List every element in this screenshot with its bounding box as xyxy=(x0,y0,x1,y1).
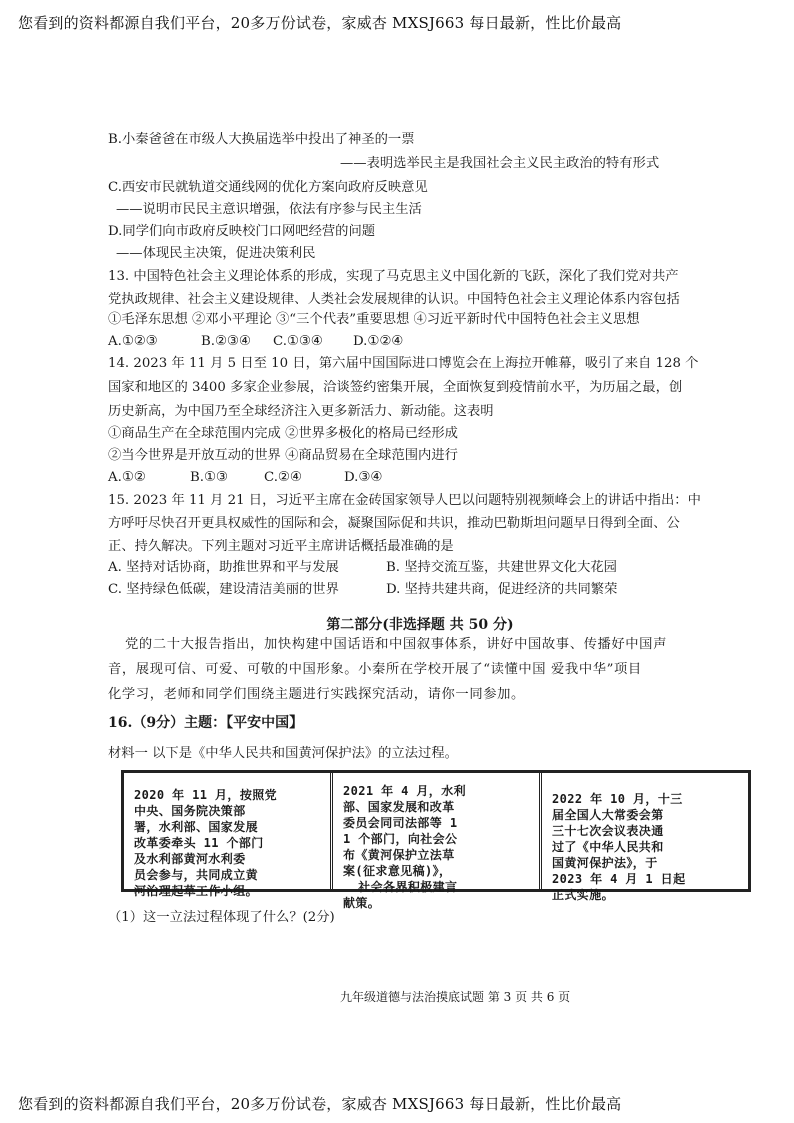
q14-stem-line-2: 国家和地区的 3400 多家企业参展，洽谈签约密集开展，全面恢复到疫情前水平，为历届之最，创 xyxy=(108,380,683,395)
q15-option-b: B. 坚持交流互鉴，共建世界文化大花园 xyxy=(386,560,617,575)
q13-stem-line-1: 13. 中国特色社会主义理论体系的形成，实现了马克思主义中国化新的飞跃，深化了我们党对共产 xyxy=(108,269,679,284)
q16-material-intro: 材料一 以下是《中华人民共和国黄河保护法》的立法过程。 xyxy=(108,746,458,761)
q16-heading: 16.（9分）主题：【平安中国】 xyxy=(108,715,304,731)
q12-option-d-note: ——体现民主决策，促进决策利民 xyxy=(116,246,316,261)
q14-options xyxy=(108,468,382,488)
legislation-step-2022: 2022 年 10 月，十三 届全国人大常委会第 三十七次会议表决通 过了《中华人民共和 国黄河保护法》，于 2023 年 4 月 1 日起 正式实施。 xyxy=(552,792,686,902)
q14-option-b: B.①③ xyxy=(190,470,228,485)
q13-option-b: B.②③④ xyxy=(201,334,251,349)
q13-items: ①毛泽东思想 ②邓小平理论 ③“三个代表”重要思想 ④习近平新时代中国特色社会主义思想 xyxy=(108,312,640,327)
q14-items-line-2: ②当今世界是开放互动的世界 ④商品贸易在全球范围内进行 xyxy=(108,448,458,463)
q14-option-a: A.①② xyxy=(108,470,146,485)
q14-items-line-1: ①商品生产在全球范围内完成 ②世界多极化的格局已经形成 xyxy=(108,426,458,441)
q13-stem-line-2: 党执政规律、社会主义建设规律、人类社会发展规律的认识。中国特色社会主义理论体系内容包括 xyxy=(108,292,680,307)
q12-option-c: C.西安市民就轨道交通线网的优化方案向政府反映意见 xyxy=(108,180,428,195)
q13-options xyxy=(108,332,403,352)
watermark-banner-bottom: 您看到的资料都源自我们平台，20多万份试卷，家威杏 MXSJ663 每日最新，性比价最高 xyxy=(18,1095,622,1113)
q13-option-c: C.①③④ xyxy=(273,334,323,349)
q12-option-b: B.小秦爸爸在市级人大换届选举中投出了神圣的一票 xyxy=(108,132,415,147)
q12-option-c-note: ——说明市民民主意识增强，依法有序参与民主生活 xyxy=(116,202,422,217)
part-two-intro-line-1: 党的二十大报告指出，加快构建中国话语和中国叙事体系，讲好中国故事、传播好中国声 xyxy=(125,637,667,652)
watermark-banner-top: 您看到的资料都源自我们平台，20多万份试卷，家威杏 MXSJ663 每日最新，性比价最高 xyxy=(18,14,622,32)
q12-option-b-note: ——表明选举民主是我国社会主义民主政治的特有形式 xyxy=(340,156,660,171)
q15-stem-line-2: 方呼吁尽快召开更具权威性的国际和会，凝聚国际促和共识，推动巴勒斯坦问题早日得到全面、公 xyxy=(108,516,680,531)
q15-option-a: A. 坚持对话协商，助推世界和平与发展 xyxy=(108,560,339,575)
part-two-title: 第二部分(非选择题 共 50 分) xyxy=(326,617,514,633)
part-two-intro-line-3: 化学习，老师和同学们围绕主题进行实践探究活动，请你一同参加。 xyxy=(108,687,525,702)
q13-option-a: A.①②③ xyxy=(108,334,158,349)
q15-option-c: C. 坚持绿色低碳，建设清洁美丽的世界 xyxy=(108,582,339,597)
page-footer: 九年级道德与法治摸底试题 第 3 页 共 6 页 xyxy=(340,990,571,1004)
q14-option-c: C.②④ xyxy=(264,470,302,485)
q12-option-d: D.同学们向市政府反映校门口网吧经营的问题 xyxy=(108,224,376,239)
legislation-step-2020: 2020 年 11 月，按照党 中央、国务院决策部 署，水利部、国家发展 改革委牵头 11 个部门 及水利部黄河水利委 员会参与，共同成立黄 河治理起草工作小组。 xyxy=(124,773,333,889)
legislation-process-table xyxy=(121,770,751,910)
legislation-step-2021: 2021 年 4 月，水利 部、国家发展和改革 委员会同司法部等 1 1 个部门，向社会公 布《黄河保护立法草 案(征求意见稿)》， 社会各界积极建言 献策。 xyxy=(333,773,542,889)
q14-stem-line-3: 历史新高，为中国乃至全球经济注入更多新活力、新动能。这表明 xyxy=(108,404,494,419)
q15-option-d: D. 坚持共建共商，促进经济的共同繁荣 xyxy=(386,582,618,597)
q16-subquestion-1: （1）这一立法过程体现了什么？(2分) xyxy=(108,910,335,925)
q15-stem-line-3: 正、持久解决。下列主题对习近平主席讲话概括最准确的是 xyxy=(108,539,454,554)
part-two-intro-line-2: 音，展现可信、可爱、可敬的中国形象。小秦所在学校开展了“读懂中国 爱我中华”项目 xyxy=(108,662,642,677)
q15-stem-line-1: 15. 2023 年 11 月 21 日，习近平主席在金砖国家领导人巴以问题特别视频峰会上的讲话中指出：中 xyxy=(108,493,701,508)
q14-option-d: D.③④ xyxy=(344,470,383,485)
q13-option-d: D.①②④ xyxy=(353,334,404,349)
q14-stem-line-1: 14. 2023 年 11 月 5 日至 10 日，第六届中国国际进口博览会在上海拉开帷幕，吸引了来自 128 个 xyxy=(108,356,699,371)
